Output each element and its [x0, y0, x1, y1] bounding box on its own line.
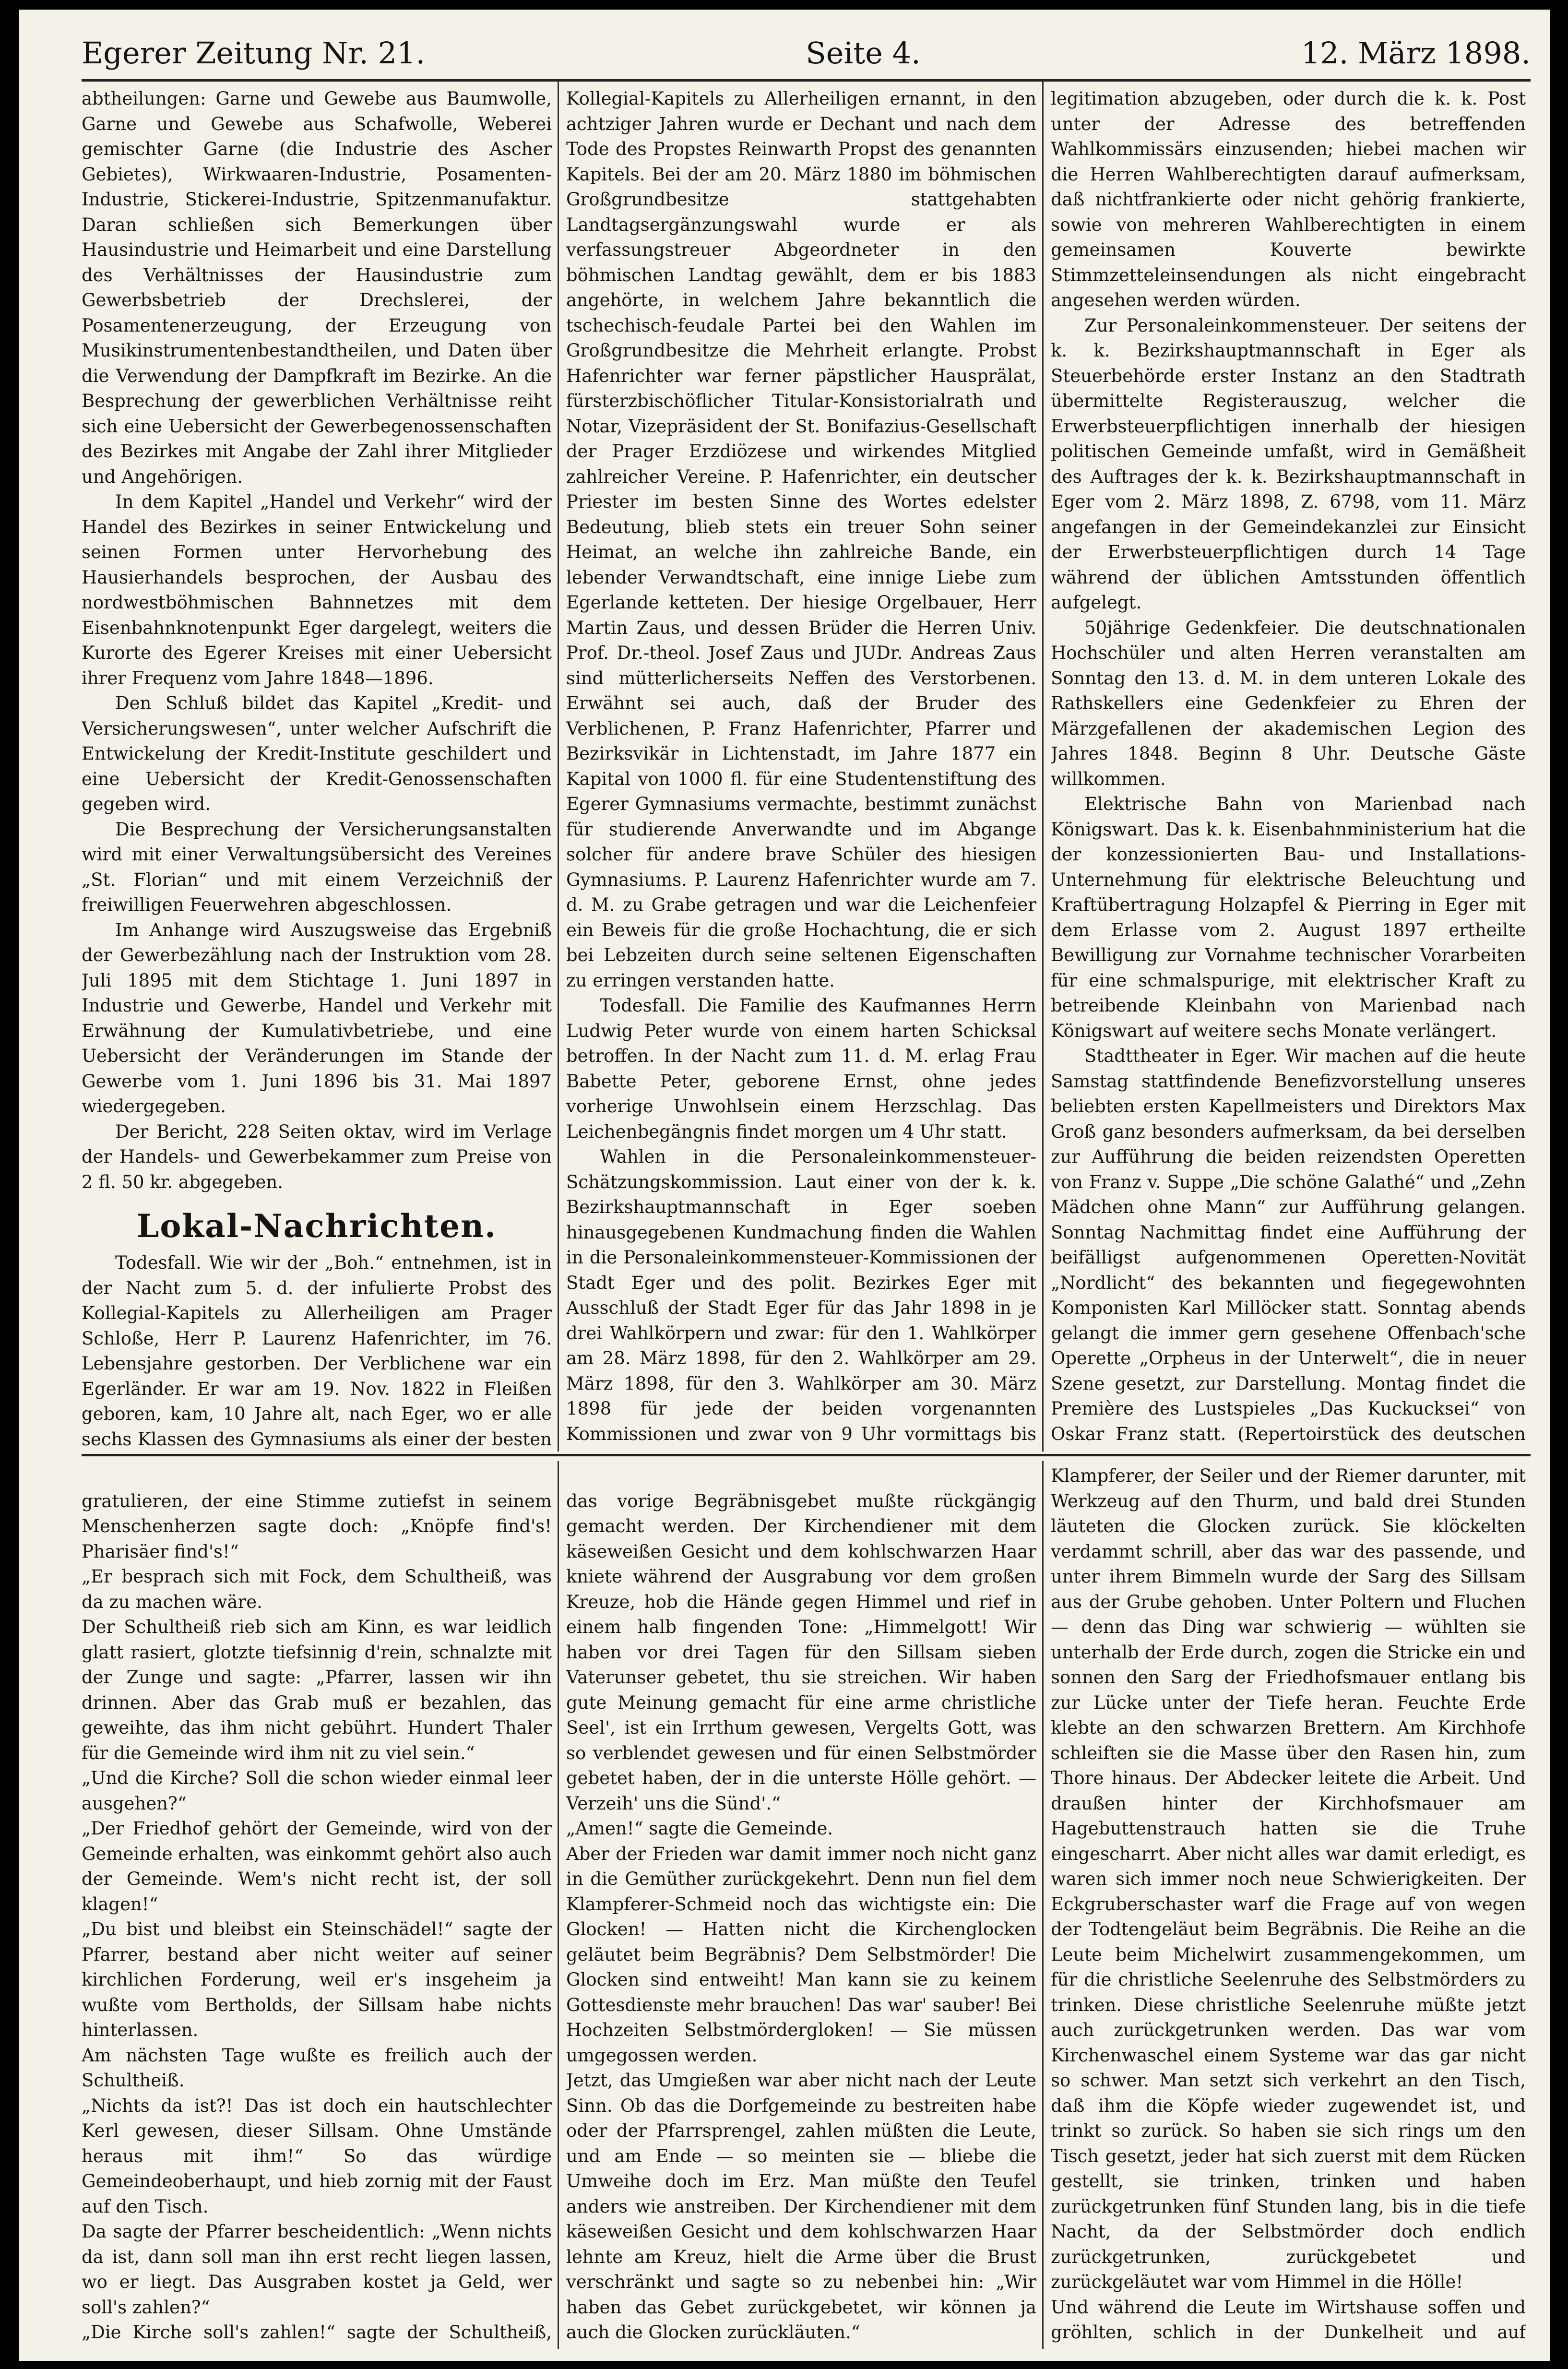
paragraph: Im Anhange wird Auszugsweise das Ergebniß der Gewerbezählung nach der Instruktion vom 28. Juli 1895 mit dem Stichtage 1. Juni 1897 in Industrie und Gewerbe, Handel und Verkehr mit Erwähnung der Kumulativbetriebe, und eine Uebersicht der Veränderungen im Stande der Gewerbe vom 1. Juni 1896 bis 31. Mai 1897 wiedergegeben.	[82, 919, 552, 1117]
article-obituary-hafenrichter: Todesfall. Wie wir der „Boh.“ entnehmen, ist in der Nacht zum 5. d. der infulierte Probst des Kollegial-Kapitels zu Allerheiligen am Prager Schloße, Herr P. Laurenz Hafenrichter, im 76. Lebensjahre gestorben. Der Verblichene war ein Egerländer. Er war am 19. Nov. 1822 in Fleißen geboren, kam, 10 Jahre alt, nach Eger, wo er alle sechs Klassen des Gymnasiums als einer der besten	[82, 1252, 552, 1449]
section-heading: Lokal-Nachrichten.	[136, 1207, 497, 1245]
page-header	[82, 26, 1531, 82]
paragraph: Kollegial-Kapitels zu Allerheiligen ernannt, in den achtziger Jahren wurde er Dechant und nach dem Tode des Propstes Reinwarth Propst des genannten Kapitels. Bei der am 20. März 1880 im böhmischen Großgrundbesitze stattgehabten Landtagsergänzungswahl wurde er als verfassungstreuer Abgeordneter in den böhmischen Landtag gewählt, dem er bis 1883 angehörte, in welchem Jahre bekanntlich die tschechisch-feudale Partei bei den Wahlen im Großgrundbesitze die Mehrheit erlangte. Probst Hafenrichter war ferner päpstlicher Hausprälat, fürsterzbischöflicher Titular-Konsistorialrath und Notar, Vizepräsident der St. Bonifazius-Gesellschaft der Prager Erzdiözese und wirkendes Mitglied zahlreicher Vereine. P. Hafenrichter, ein deutscher Priester im besten Sinne des Wortes edelster Bedeutung, blieb stets ein treuer Sohn seiner Heimat, an welche ihn zahlreiche Bande, ein lebender Verwandtschaft, eine innige Liebe zum Egerlande ketteten. Der hiesige Orgelbauer, Herr Martin Zaus, und dessen Brüder die Herren Univ. Prof. Dr.-theol. Josef Zaus und JUDr. Andreas Zaus sind mütterlicherseits Neffen des Verstorbenen. Erwähnt sei auch, daß der Bruder des Verblichenen, P. Franz Hafenrichter, Pfarrer und Bezirksvikär in Lichtenstadt, im Jahre 1877 ein Kapital von 1000 fl. für eine Studentenstiftung des Egerer Gymnasiums vermachte, bestimmt zunächst für studierende Anverwandte und im Abgange solcher für andere brave Schüler des hiesigen Gymnasiums. P. Laurenz Hafenrichter wurde am 7. d. M. zu Grabe getragen und war die Leichenfeier ein Beweis für die große Hochachtung, die er sich bei Lebzeiten durch seine seltenen Eigenschaften zu erringen verstanden hatte.	[566, 88, 1036, 991]
feuilleton-column-2	[566, 1464, 1036, 2346]
article-elections: Wahlen in die Personaleinkommensteuer-Schätzungskommission. Laut einer von der k. k. Bezirkshauptmannschaft in Eger soeben hinausgegebenen Kundmachung finden die Wahlen in die Personaleinkommensteuer-Kommissionen der Stadt Eger und des polit. Bezirkes Eger mit Ausschluß der Stadt Eger für das Jahr 1898 in je drei Wahlkörpern und zwar: für den 1. Wahlkörper am 28. März 1898, für den 2. Wahlkörper am 29. März 1898, für den 3. Wahlkörper am 30. März 1898 für jede der beiden vorgenannten Kommissionen und zwar von 9 Uhr vormittags bis	[566, 1146, 1036, 1444]
article-electric-railway: Elektrische Bahn von Marienbad nach Königswart. Das k. k. Eisenbahnministerium hat die der konzessionierten Bau- und Installations-Unternehmung für elektrische Beleuchtung und Kraftübertragung Holzapfel & Pierring in Eger mit dem Erlasse vom 2. August 1897 ertheilte Bewilligung zur Vornahme technischer Vorarbeiten für eine schmalspurige, mit elektrischer Kraft zu betreibende Kleinbahn von Marienbad nach Königswart auf weitere sechs Monate verlängert.	[1051, 794, 1526, 1041]
paragraph: Den Schluß bildet das Kapitel „Kredit- und Versicherungswesen“, unter welcher Aufschrift die Entwickelung der Kredit-Institute geschildert und eine Uebersicht der Kredit-Genossenschaften gegeben wird.	[82, 693, 552, 814]
paragraph: In dem Kapitel „Handel und Verkehr“ wird der Handel des Bezirkes in seiner Entwickelung und seinen Formen unter Hervorhebung des Hausierhandels besprochen, der Ausbau des nordwestböhmischen Bahnnetzes mit dem Eisenbahnknotenpunkt Eger dargelegt, weiters die Kurorte des Egerer Kreises mit einer Uebersicht ihrer Frequenz vom Jahre 1848—1896.	[82, 491, 552, 689]
newspaper-page	[19, 10, 1550, 2361]
article-theatre: Stadttheater in Eger. Wir machen auf die heute Samstag stattfindende Benefizvorstellung unseres beliebten ersten Kapellmeisters und Direktors Max Groß ganz besonders aufmerksam, da bei derselben zur Aufführung die beiden reizendsten Operetten von Franz v. Suppe „Die schöne Galathé“ und „Zehn Mädchen ohne Mann“ zur Aufführung gelangen. Sonntag Nachmittag findet eine Aufführung der beifälligst aufgenommenen Operetten-Novität „Nordlicht“ des bekannten und fiegegewohnten Komponisten Karl Millöcker statt. Sonntag abends gelangt die immer gern gesehene Offenbach'sche Operette „Orpheus in der Unterwelt“, die in neuer Szene gesetzt, zur Darstellung. Montag findet die Première des Lustspieles „Das Kuckucksei“ von Oskar Franz statt. (Repertoirstück des deutschen	[1051, 1046, 1526, 1444]
feuilleton-text: Klampferer, der Seiler und der Riemer darunter, mit Werkzeug auf den Thurm, und bald drei Stunden läuteten die Glocken zurück. Sie klöckelten verdammt schrill, aber das war des passende, und unter ihrem Bimmeln wurde der Sarg des Sillsam aus der Grube gehoben. Unter Poltern und Fluchen — denn das Ding war schwierig — wühlten sie unterhalb der Erde durch, zogen die Stricke ein und sonnen den Sarg der Friedhofsmauer entlang bis zur Lücke unter der Tiefe heran. Feuchte Erde klebte an den schwarzen Brettern. Am Kirchhofe schleiften sie die Masse über den Rasen hin, zum Thore hinaus. Der Abdecker leitete die Arbeit. Und draußen hinter der Kirchhofsmauer am Hagebuttenstrauch hatten sie die Truhe eingescharrt. Aber nicht alles war damit erledigt, es waren sich immer noch neue Schwierigkeiten. Der Eckgruberschaster warf die Frage auf von wegen der Todtengeläut beim Begräbnis. Die Reihe an die Leute beim Michelwirt zusammengekommen, um für die christliche Seelenruhe des Selbstmörders zu trinken. Diese christliche Seelenruhe müßte jetzt auch zurückgetrunken werden. Das war vom Kirchenwaschel einem Systeme war das gar nicht so schwer. Man setzt sich verkehrt an den Tisch, daß ihm die Köpfe wieder zugewendet ist, und trinkt so zurück. So haben sie sich rings um den Tisch gesetzt, jeder hat sich zuerst mit dem Rücken gestellt, sie trinken, trinken und haben zurückgetrunken fünf Stunden lang, bis in die tiefe Nacht, da der Selbstmörder doch endlich zurückgetrunken, zurückgebetet und zurückgeläutet war vom Himmel in die Hölle! Und während die Leute im Wirtshause soffen und gröhlten, schlich in der Dunkelheit und auf	[1051, 1465, 1526, 2343]
page-number: Seite 4.	[806, 35, 921, 71]
column-divider	[1042, 1461, 1044, 2349]
feuilleton-column-1	[82, 1464, 552, 2346]
article-income-tax: Zur Personaleinkommensteuer. Der seitens der k. k. Bezirkshauptmannschaft in Eger als Steuerbehörde erster Instanz an den Stadtrath übermittelte Registerauszug, welcher die Erwerbsteuerpflichtigen innerhalb der hiesigen politischen Gemeinde umfaßt, wird in Gemäßheit des Auftrages der k. k. Bezirkshauptmannschaft in Eger vom 2. März 1898, Z. 6798, vom 11. März angefangen in der Gemeindekanzlei zur Einsicht der Erwerbsteuerpflichtigen durch 14 Tage während der üblichen Amtsstunden öffentlich aufgelegt.	[1051, 315, 1526, 613]
feuilleton-text: das vorige Begräbnisgebet mußte rückgängig gemacht werden. Der Kirchendiener mit dem käseweißen Gesicht und dem kohlschwarzen Haar kniete während der Ausgrabung vor dem großen Kreuze, hob die Hände gegen Himmel und rief in einem halb fingenden Tone: „Himmelgott! Wir haben vor drei Tagen für den Sillsam sieben Vaterunser gebetet, thu sie streichen. Wir haben gute Meinung gemacht für eine arme christliche Seel', ist ein Irrthum gewesen, Vergelts Gott, was so verblendet gewesen und für einen Selbstmörder gebetet haben, der in die unterste Hölle gehört. — Verzeih' uns die Sünd'.“ „Amen!“ sagte die Gemeinde. Aber der Frieden war damit immer noch nicht ganz in die Gemüther zurückgekehrt. Denn nun fiel dem Klampferer-Schmeid noch das wichtigste ein: Die Glocken! — Hatten nicht die Kirchenglocken geläutet beim Begräbnis? Dem Selbstmörder! Die Glocken sind entweiht! Man kann sie zu keinem Gottesdienste mehr brauchen! Das war' sauber! Bei Hochzeiten Selbstmördergloken! — Sie müssen umgegossen werden. Jetzt, das Umgießen war aber nicht nach der Leute Sinn. Ob das die Dorfgemeinde zu bestreiten habe oder der Pfarrsprengel, zahlen müßten die Leute, und am Ende — so meinten sie — bliebe die Umweihe doch im Erz. Man müßte den Teufel anders wie anstreiben. Der Kirchendiener mit dem käseweißen Gesicht und dem kohlschwarzen Haar lehnte am Kreuz, hielt die Arme über die Brust verschränkt und sagte so zu nebenbei hin: „Wir haben das Gebet zurückgebetet, wir können ja auch die Glocken zurückläuten.“	[566, 1490, 1036, 2343]
paragraph: legitimation abzugeben, oder durch die k. k. Post unter der Adresse des betreffenden Wahlkommissärs einzusenden; hiebei machen wir die Herren Wahlberechtigten darauf aufmerksam, daß nichtfrankierte oder nicht gehörig frankierte, sowie von mehreren Wahlberechtigten in einem gemeinsamen Kouverte bewirkte Stimmzetteleinsendungen als nicht eingebracht angesehen werden würden.	[1051, 88, 1526, 310]
paragraph: Die Besprechung der Versicherungsanstalten wird mit einer Verwaltungsübersicht des Vereines „St. Florian“ und mit einem Verzeichniß der freiwilligen Feuerwehren abgeschlossen.	[82, 819, 552, 915]
column-divider	[1042, 82, 1044, 1452]
feuilleton-divider	[82, 1454, 1531, 1456]
column-2	[566, 86, 1036, 1449]
column-3	[1051, 86, 1526, 1449]
column-divider	[558, 1461, 559, 2349]
feuilleton-text: gratulieren, der eine Stimme zutiefst in seinem Menschenherzen sagte doch: „Knöpfe find's! Pharisäer find's!“ „Er besprach sich mit Fock, dem Schultheiß, was da zu machen wäre. Der Schultheiß rieb sich am Kinn, es war leidlich glatt rasiert, glotzte tiefsinnig d'rein, schnalzte mit der Zunge und sagte: „Pfarrer, lassen wir ihn drinnen. Aber das Grab muß er bezahlen, das geweihte, das ihm nicht gebührt. Hundert Thaler für die Gemeinde wird ihm nit zu viel sein.“ „Und die Kirche? Soll die schon wieder einmal leer ausgehen?“ „Der Friedhof gehört der Gemeinde, wird von der Gemeinde erhalten, was einkommt gehört also auch der Gemeinde. Wem's nicht recht ist, der soll klagen!“ „Du bist und bleibst ein Steinschädel!“ sagte der Pfarrer, bestand aber nicht weiter auf seiner kirchlichen Forderung, weil er's insgeheim ja wußte vom Bertholds, der Sillsam habe nichts hinterlassen. Am nächsten Tage wußte es freilich auch der Schultheiß. „Nichts da ist?! Das ist doch ein hautschlechter Kerl gewesen, dieser Sillsam. Ohne Umstände heraus mit ihm!“ So das würdige Gemeindeoberhaupt, und hieb zornig mit der Faust auf den Tisch. Da sagte der Pfarrer bescheidentlich: „Wenn nichts da ist, dann soll man ihn erst recht liegen lassen, wo er liegt. Das Ausgraben kostet ja Geld, wer soll's zahlen?“ „Die Kirche soll's zahlen!“ sagte der Schultheiß,	[82, 1490, 552, 2343]
paragraph: Der Bericht, 228 Seiten oktav, wird im Verlage der Handels- und Gewerbekammer zum Preise von 2 fl. 50 kr. abgegeben.	[82, 1121, 552, 1192]
paragraph: abtheilungen: Garne und Gewebe aus Baumwolle, Garne und Gewebe aus Schafwolle, Weberei gemischter Garne (die Industrie des Ascher Gebietes), Wirkwaaren-Industrie, Posamenten-Industrie, Stickerei-Industrie, Spitzenmanufaktur. Daran schließen sich Bemerkungen über Hausindustrie und Heimarbeit und eine Darstellung des Verhältnisses der Hausindustrie zum Gewerbsbetrieb der Drechslerei, der Posamentenerzeugung, der Erzeugung von Musikinstrumentenbestandtheilen, und Daten über die Verwendung der Dampfkraft im Bezirke. An die Besprechung der gewerblichen Verhältnisse reiht sich eine Uebersicht der Gewerbegenossenschaften des Bezirkes mit Angabe der Zahl ihrer Mitglieder und Angehörigen.	[82, 88, 552, 487]
article-memorial: 50jährige Gedenkfeier. Die deutschnationalen Hochschüler und alten Herren veranstalten am Sonntag den 13. d. M. in dem unteren Lokale des Rathskellers eine Gedenkfeier zu Ehren der Märzgefallenen der akademischen Legion des Jahres 1848. Beginn 8 Uhr. Deutsche Gäste willkommen.	[1051, 617, 1526, 789]
issue-date: 12. März 1898.	[1301, 35, 1531, 71]
column-1	[82, 86, 552, 1449]
article-obituary-peter: Todesfall. Die Familie des Kaufmannes Herrn Ludwig Peter wurde von einem harten Schicksal betroffen. In der Nacht zum 11. d. M. erlag Frau Babette Peter, geborene Ernst, ohne jedes vorherige Unwohlsein einem Herzschlag. Das Leichenbegängnis findet morgen um 4 Uhr statt.	[566, 995, 1036, 1142]
feuilleton-column-3	[1051, 1464, 1526, 2346]
column-divider	[558, 82, 559, 1452]
newspaper-title: Egerer Zeitung Nr. 21.	[82, 35, 426, 71]
